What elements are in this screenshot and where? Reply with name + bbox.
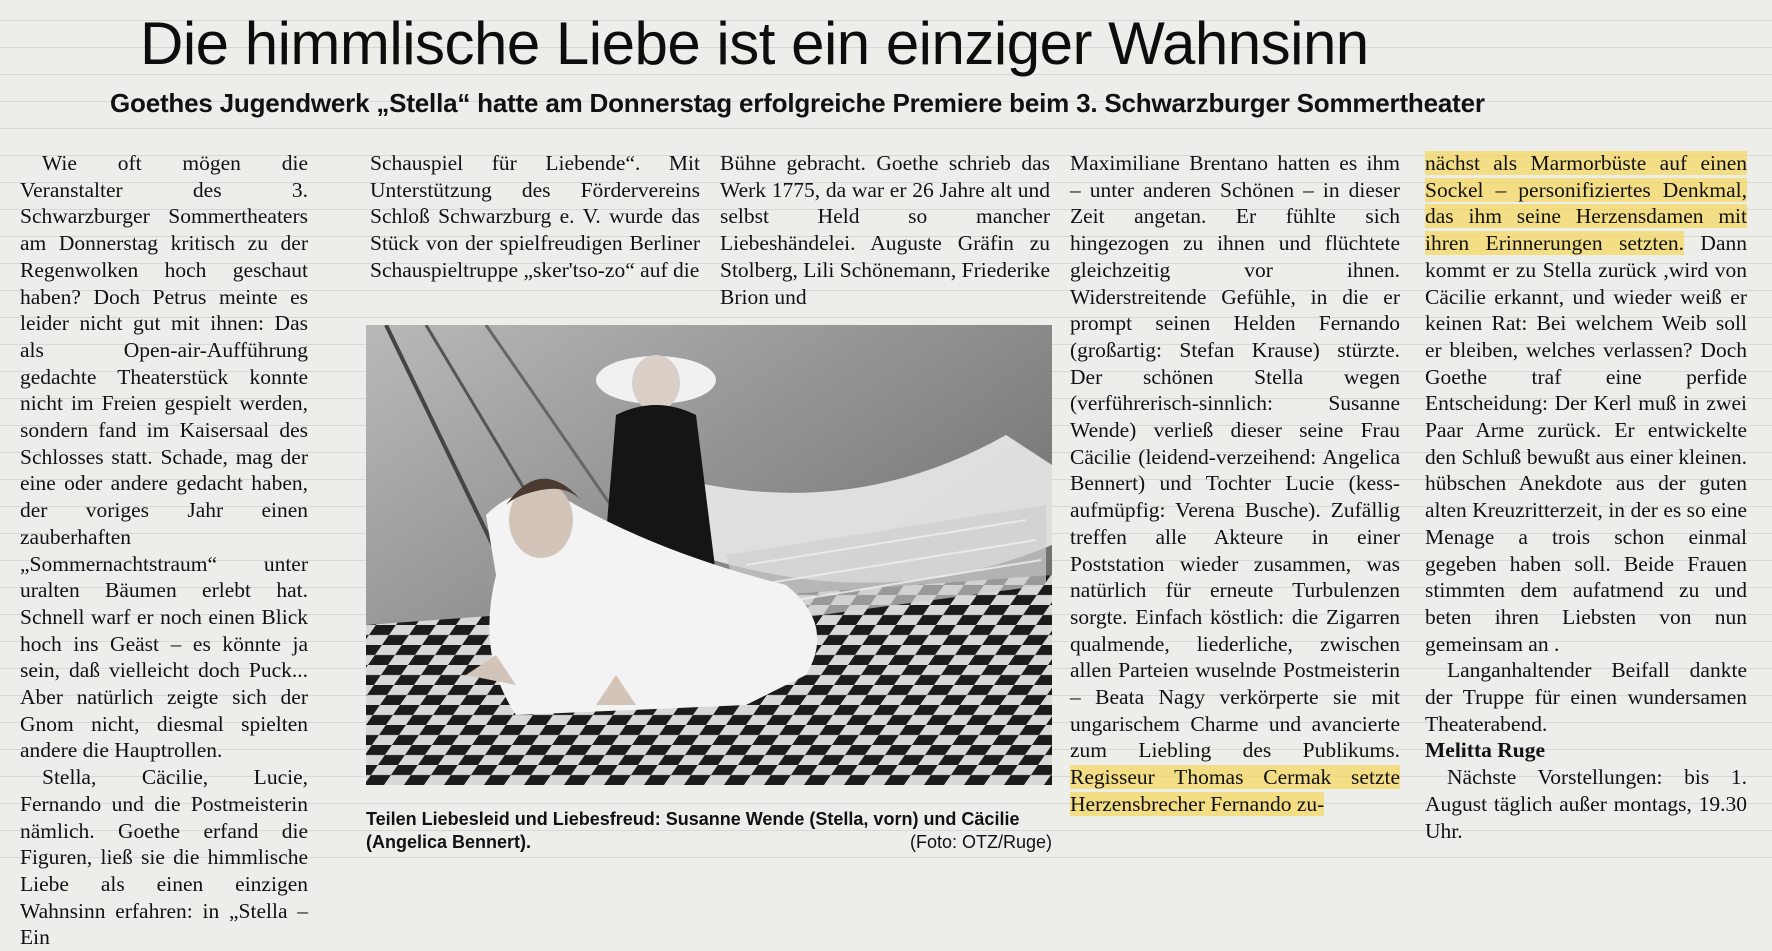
- photo-credit: (Foto: OTZ/Ruge): [909, 832, 1052, 852]
- article-column-3: [720, 150, 1050, 310]
- photo-caption-text: Teilen Liebesleid und Liebesfreud: Susanne Wende (Stella, vorn) und Cäcilie (Angelica Bennert).: [366, 809, 1020, 852]
- article-column-2: [370, 150, 700, 284]
- photo-caption: [366, 808, 1052, 854]
- article-column-1: [20, 150, 308, 951]
- column-5-paragraph-2: Langanhaltender Beifall dankte der Truppe für einen wundersamen Theaterabend.: [1425, 658, 1747, 736]
- stage-photo-image: [366, 325, 1052, 785]
- column-5-paragraph-1: [1425, 150, 1747, 657]
- column-3-paragraph-1: Bühne gebracht. Goethe schrieb das Werk 1775, da war er 26 Jahre alt und selbst Held so mancher Liebeshändelei. Auguste Gräfin zu Stolberg, Lili Schönemann, Friederike Brion und: [720, 151, 1050, 309]
- performance-dates-note: Nächste Vorstellungen: bis 1. August täglich außer montags, 19.30 Uhr.: [1425, 765, 1747, 843]
- column-4-paragraph-1-text: Maximiliane Brentano hatten es ihm – unter anderen Schönen – in dieser Zeit angetan. Er fühlte sich hingezogen zu ihnen und flüchtete gleichzeitig vor ihnen. Widerstreitende Gefühle, in die er prompt seinen Helden Fernando (großartig: Stefan Krause) stürzte. Der schönen Stella wegen (verführerisch-sinnlich: Susanne Wende) verließ dieser seine Frau Cäcilie (leidend-verzeihend: Angelica Bennert) und Tochter Lucie (kess-aufmüpfig: Verena Busche). Zufällig treffen alle Akteure in einer Poststation wieder zusammen, was natürlich für erneute Turbulenzen sorgte. Einfach köstlich: die Zigarren qualmende, liederliche, zwischen allen Parteien wuselnde Postmeisterin – Beata Nagy verkörperte sie mit ungarischem Charme und avancierte zum Liebling des Publikums.: [1070, 151, 1400, 763]
- stage-photo: [366, 325, 1052, 785]
- article-column-5: [1425, 150, 1747, 844]
- author-byline: Melitta Ruge: [1425, 738, 1546, 763]
- subheadline: Goethes Jugendwerk „Stella“ hatte am Donnerstag erfolgreiche Premiere beim 3. Schwarzburger Sommertheater: [110, 88, 1485, 118]
- headline: Die himmlische Liebe ist ein einziger Wahnsinn: [140, 10, 1369, 77]
- column-4-paragraph-1: [1070, 150, 1400, 818]
- highlighted-passage-1: Regisseur Thomas Cermak setzte Herzensbrecher Fernando zu-: [1070, 765, 1400, 816]
- highlighted-passage-2: nächst als Marmorbüste auf einen Sockel – personifiziertes Denkmal, das ihm seine Herzensdamen mit ihren Erinnerungen setzten.: [1425, 151, 1747, 256]
- column-1-paragraph-1: Wie oft mögen die Veranstalter des 3. Schwarzburger Sommertheaters am Donnerstag kritisch zu der Regenwolken hoch geschaut haben? Doch Petrus meinte es leider nicht gut mit ihnen: Das als Open-air-Aufführung gedachte Theaterstück konnte nicht im Freien gespielt werden, sondern fand im Kaisersaal des Schlosses statt. Schade, mag der eine oder andere gedacht haben, der voriges Jahr einen zauberhaften „Sommernachtstraum“ unter uralten Bäumen erlebt hat. Schnell warf er noch einen Blick hoch ins Geäst – es könnte ja sein, daß vielleicht doch Puck... Aber natürlich zeigte sich der Gnom nicht, diesmal spielten andere die Hauptrollen.: [20, 151, 308, 763]
- column-1-paragraph-2: Stella, Cäcilie, Lucie, Fernando und die Postmeisterin nämlich. Goethe erfand die Figuren, ließ sie die himmlische Liebe als einen einzigen Wahnsinn erfahren: in „Stella – Ein: [20, 765, 308, 950]
- column-5-paragraph-1-text: Dann kommt er zu Stella zurück ,wird von Cäcilie erkannt, und wieder weiß er keinen Rat: Bei welchem Weib soll er bleiben, welches verlassen? Doch Goethe traf eine perfide Entscheidung: Der Kerl muß in zwei Paar Arme zurück. Er entwickelte den Schluß bewußt aus einer kleinen. hübschen Anekdote aus der guten alten Kreuzritterzeit, in der es so eine Menage a trois schon einmal gegeben haben soll. Beide Frauen stimmten dem aufatmend zu und beten ihren Liebsten von nun gemeinsam an .: [1425, 231, 1747, 656]
- article-column-4: [1070, 150, 1400, 818]
- column-2-paragraph-1: Schauspiel für Liebende“. Mit Unterstützung des Fördervereins Schloß Schwarzburg e. V. wurde das Stück von der spielfreudigen Berliner Schauspieltruppe „sker'tso-zo“ auf die: [370, 151, 700, 282]
